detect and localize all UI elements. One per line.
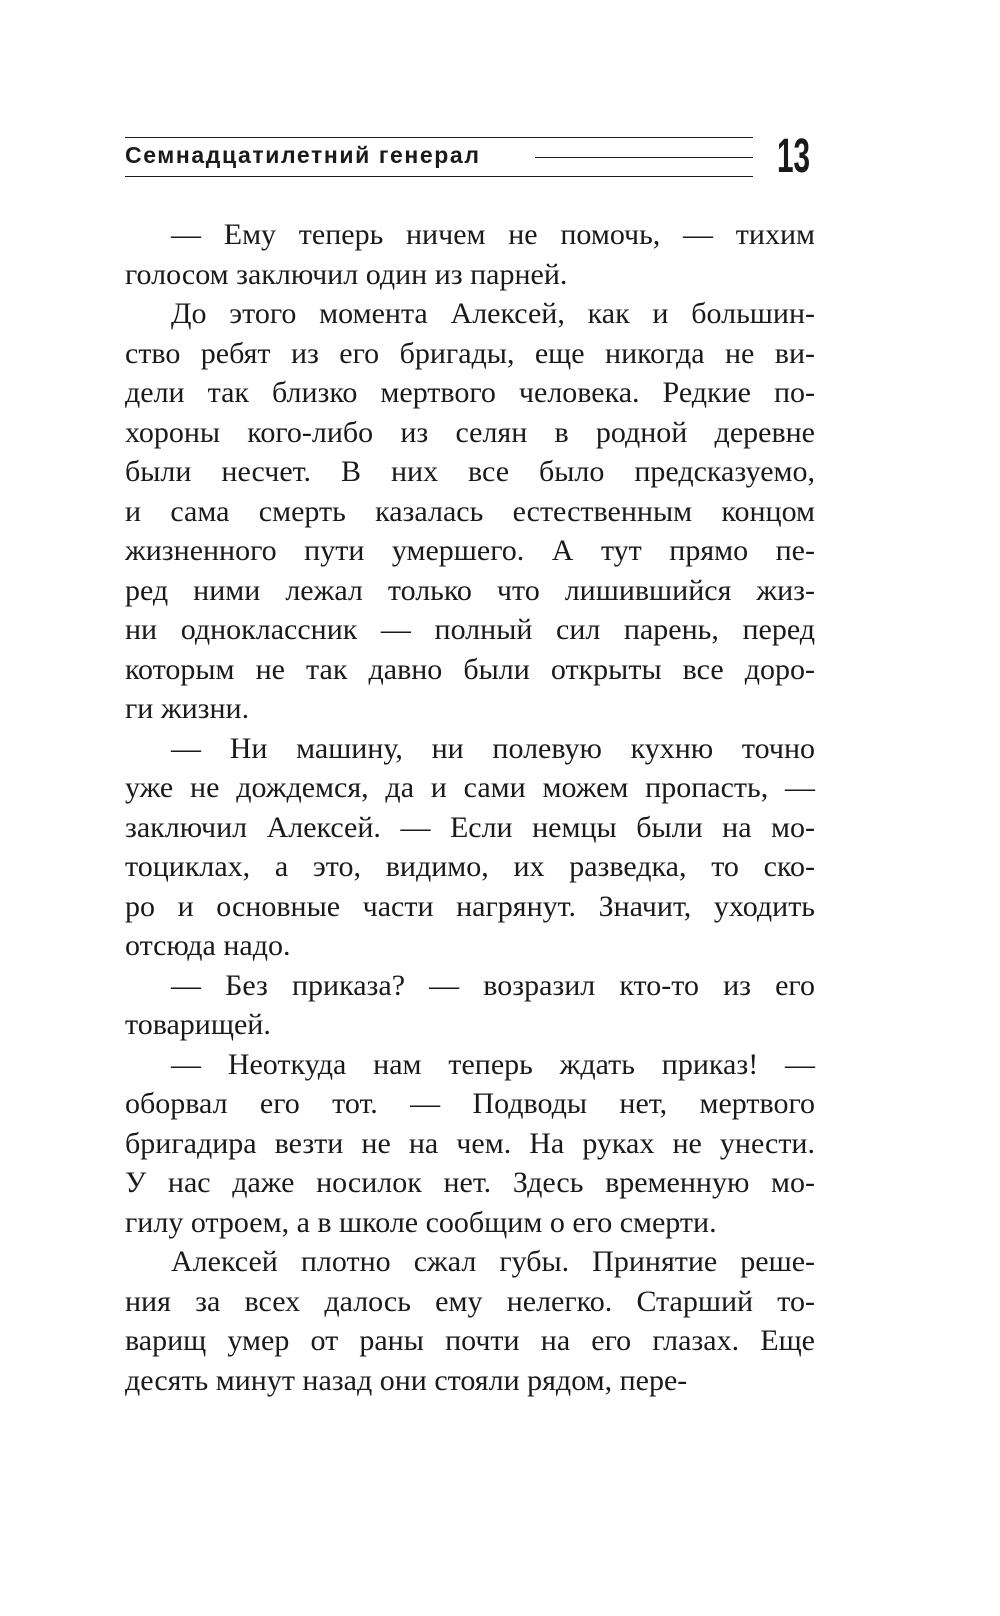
text-line: До этого момента Алексей, как и большин- [171, 297, 815, 330]
text-line: жизненного пути умершего. А тут прямо пе- [125, 534, 815, 567]
text-line: дели так близко мертвого человека. Редкие по- [125, 376, 815, 409]
paragraph [125, 1045, 815, 1243]
text-line: бригадира везти не на чем. На руках не унести. [125, 1126, 815, 1160]
header-rule-top [125, 137, 753, 138]
text-line: гилу отроем, а в школе сообщим о его смерти. [125, 1205, 717, 1239]
running-header [125, 130, 815, 185]
text-line: заключил Алексей. — Если немцы были на мо- [125, 810, 815, 844]
text-line: варищ умер от раны почти на его глазах. Еще [125, 1324, 815, 1357]
text-line: Алексей плотно сжал губы. Принятие реше- [171, 1245, 815, 1278]
text-line: ство ребят из его бригады, еще никогда не ви- [125, 336, 815, 370]
paragraph [125, 729, 815, 966]
text-line: хороны кого-либо из селян в родной деревне [125, 415, 815, 449]
text-line: У нас даже носилок нет. Здесь временную мо- [125, 1166, 815, 1199]
text-line: десять минут назад они стояли рядом, пере- [125, 1363, 688, 1397]
text-line: ро и основные части нагрянут. Значит, уходить [125, 889, 815, 923]
text-line: — Ни машину, ни полевую кухню точно [171, 731, 815, 765]
text-line: которым не так давно были открыты все доро- [125, 652, 815, 686]
text-line: — Неоткуда нам теперь ждать приказ! — [171, 1047, 815, 1081]
text-line: товарищей. [125, 1008, 271, 1041]
book-title: Семнадцатилетний генерал [125, 139, 487, 171]
body-text [125, 215, 815, 1400]
paragraph [125, 1242, 815, 1400]
text-line: ред ними лежал только что лишившийся жиз- [125, 573, 815, 607]
text-line: — Без приказа? — возразил кто-то из его [171, 968, 815, 1002]
header-rule-bottom [125, 176, 753, 177]
header-rule-middle [535, 157, 753, 158]
text-line: ния за всех далось ему нелегко. Старший то- [125, 1284, 815, 1318]
text-line: отсюда надо. [125, 929, 291, 962]
text-line: ни одноклассник — полный сил парень, перед [125, 613, 815, 646]
text-line: оборвал его тот. — Подводы нет, мертвого [125, 1087, 815, 1120]
text-line: были несчет. В них все было предсказуемо, [125, 455, 815, 488]
text-line: — Ему теперь ничем не помочь, — тихим [171, 218, 815, 251]
text-line: голосом заключил один из парней. [125, 257, 568, 291]
text-line: ги жизни. [125, 692, 250, 725]
text-line: и сама смерть казалась естественным концом [125, 494, 815, 528]
text-line: тоциклах, а это, видимо, их разведка, то ско- [125, 850, 815, 883]
paragraph [125, 294, 815, 729]
page-number: 13 [777, 130, 811, 183]
text-line: уже не дождемся, да и сами можем пропасть, — [125, 771, 815, 804]
paragraph [125, 966, 815, 1045]
paragraph [125, 215, 815, 294]
